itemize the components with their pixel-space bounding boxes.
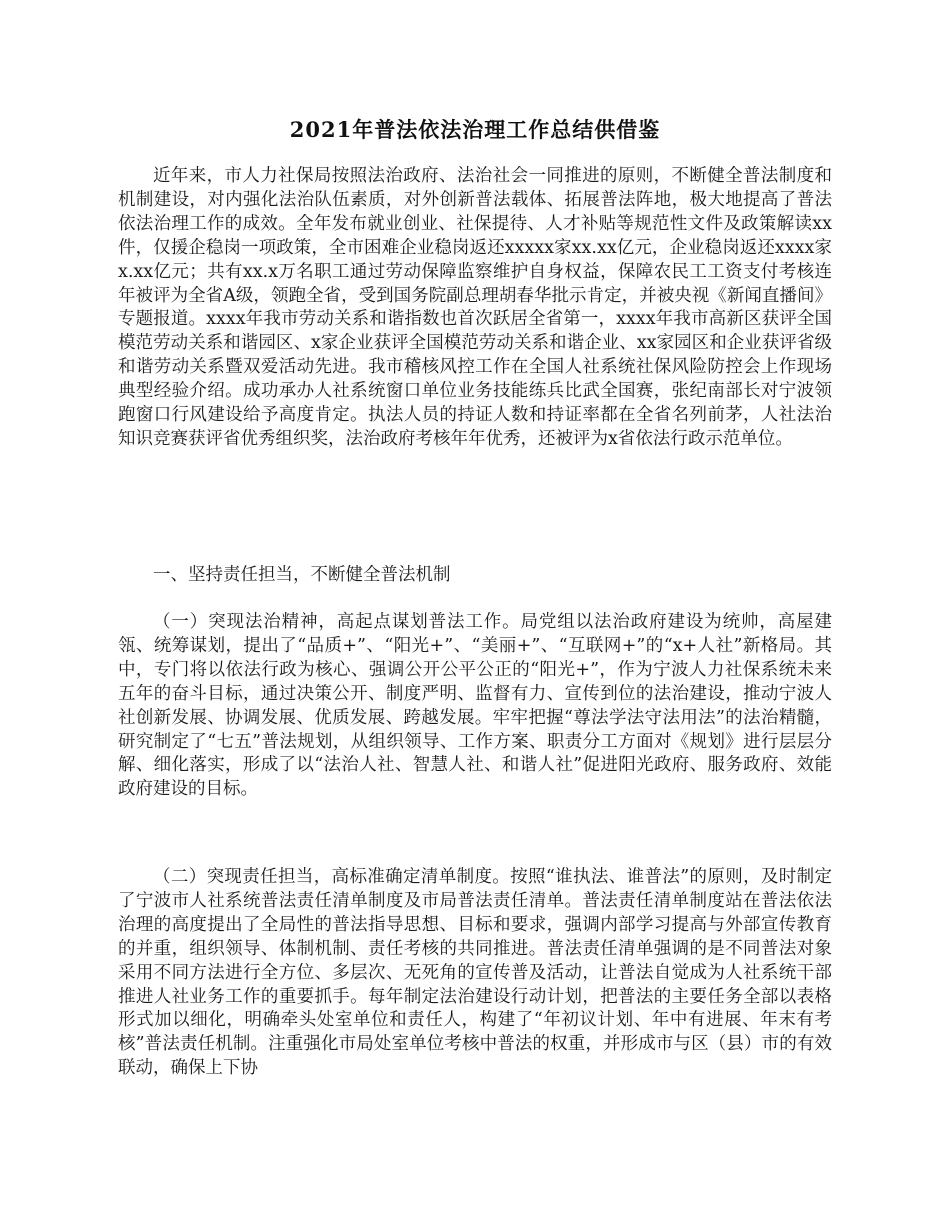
intro-paragraph: 近年来，市人力社保局按照法治政府、法治社会一同推进的原则，不断健全普法制度和机制建设，对内强化法治队伍素质，对外创新普法载体、拓展普法阵地，极大地提高了普法依法治理工作的成效。全年发布就业创业、社保提待、人才补贴等规范性文件及政策解读xx件，仅援企稳岗一项政策，全市困难企业稳岗返还xxxxx家xx.xx亿元，企业稳岗返还xxxx家x.xx亿元；共有xx.x万名职工通过劳动保障监察维护自身权益，保障农民工工资支付考核连年被评为全省A级，领跑全省，受到国务院副总理胡春华批示肯定，并被央视《新闻直播间》专题报道。xxxx年我市劳动关系和谐指数也首次跃居全省第一，xxxx年我市高新区获评全国模范劳动关系和谐园区、x家企业获评全国模范劳动关系和谐企业、xx家园区和企业获评省级和谐劳动关系暨双爱活动先进。我市稽核风控工作在全国人社系统社保风险防控会上作现场典型经验介绍。成功承办人社系统窗口单位业务技能练兵比武全国赛，张纪南部长对宁波领跑窗口行风建设给予高度肯定。执法人员的持证人数和持证率都在全省名列前茅，人社法治知识竞赛获评省优秀组织奖，法治政府考核年年优秀，还被评为x省依法行政示范单位。 <box>118 166 832 449</box>
section-paragraph-1: （一）突现法治精神，高起点谋划普法工作。局党组以法治政府建设为统帅，高屋建瓴、统筹谋划，提出了“品质+”、“阳光+”、“美丽+”、“互联网+”的“x+人社”新格局。其中，专门将以依法行政为核心、强调公开公平公正的“阳光+”，作为宁波人力社保系统未来五年的奋斗目标，通过决策公开、制度严明、监督有力、宣传到位的法治建设，推动宁波人社创新发展、协调发展、优质发展、跨越发展。牢牢把握“尊法学法守法用法”的法治精髓，研究制定了“七五”普法规划，从组织领导、工作方案、职责分工方面对《规划》进行层层分解、细化落实，形成了以“法治人社、智慧人社、和谐人社”促进阳光政府、服务政府、效能政府建设的目标。 <box>118 612 832 800</box>
document-title: 2021年普法依法治理工作总结供借鉴 <box>289 117 661 142</box>
section-paragraph-2: （二）突现责任担当，高标准确定清单制度。按照“谁执法、谁普法”的原则，及时制定了宁波市人社系统普法责任清单制度及市局普法责任清单。普法责任清单制度站在普法依法治理的高度提出了全局性的普法指导思想、目标和要求，强调内部学习提高与外部宣传教育的并重，组织领导、体制机制、责任考核的共同推进。普法责任清单强调的是不同普法对象采用不同方法进行全方位、多层次、无死角的宣传普及活动，让普法自觉成为人社系统干部推进人社业务工作的重要抓手。每年制定法治建设行动计划，把普法的主要任务全部以表格形式加以细化，明确牵头处室单位和责任人，构建了“年初议计划、年中有进展、年末有考核”普法责任机制。注重强化市局处室单位考核中普法的权重，并形成市与区（县）市的有效联动，确保上下协 <box>118 867 832 1079</box>
section-heading: 一、坚持责任担当，不断健全普法机制 <box>153 565 451 585</box>
